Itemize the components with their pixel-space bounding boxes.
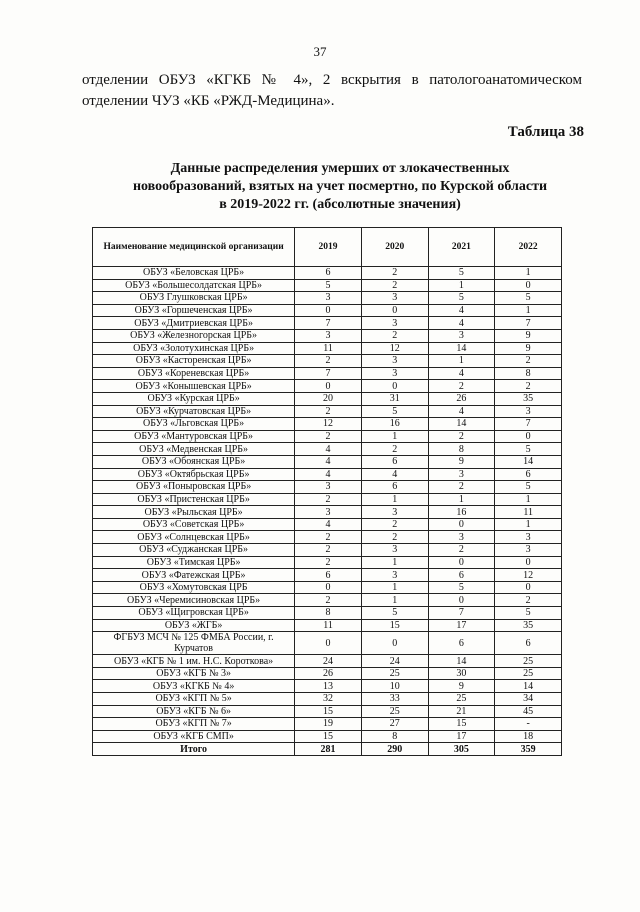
value-2022: 14 bbox=[495, 455, 562, 468]
value-2021: 14 bbox=[428, 418, 495, 431]
value-2019: 11 bbox=[295, 342, 362, 355]
organization-name: ОБУЗ «Хомутовская ЦРБ bbox=[93, 581, 295, 594]
value-2021: 4 bbox=[428, 367, 495, 380]
value-2021: 17 bbox=[428, 730, 495, 743]
value-2019: 3 bbox=[295, 506, 362, 519]
table-row bbox=[93, 317, 562, 330]
value-2021: 26 bbox=[428, 392, 495, 405]
value-2020: 5 bbox=[361, 607, 428, 620]
value-2021: 2 bbox=[428, 481, 495, 494]
title-line: в 2019-2022 гг. (абсолютные значения) bbox=[219, 197, 461, 212]
organization-name: ОБУЗ «Поныровская ЦРБ» bbox=[93, 481, 295, 494]
organization-name: ОБУЗ «Пристенская ЦРБ» bbox=[93, 493, 295, 506]
value-2020: 3 bbox=[361, 367, 428, 380]
organization-name: Итого bbox=[93, 743, 295, 756]
value-2022: 0 bbox=[495, 430, 562, 443]
value-2021: 9 bbox=[428, 680, 495, 693]
value-2020: 25 bbox=[361, 705, 428, 718]
value-2021: 1 bbox=[428, 279, 495, 292]
value-2021: 1 bbox=[428, 493, 495, 506]
value-2021: 16 bbox=[428, 506, 495, 519]
organization-name: ОБУЗ «Мантуровская ЦРБ» bbox=[93, 430, 295, 443]
value-2020: 3 bbox=[361, 292, 428, 305]
organization-name: ОБУЗ «Беловская ЦРБ» bbox=[93, 267, 295, 280]
value-2021: 17 bbox=[428, 619, 495, 632]
value-2020: 2 bbox=[361, 443, 428, 456]
value-2021: 3 bbox=[428, 531, 495, 544]
value-2019: 281 bbox=[295, 743, 362, 756]
value-2022: 5 bbox=[495, 443, 562, 456]
organization-name: ОБУЗ «КГБ № 1 им. Н.С. Короткова» bbox=[93, 655, 295, 668]
organization-name: ОБУЗ «Большесолдатская ЦРБ» bbox=[93, 279, 295, 292]
value-2020: 33 bbox=[361, 693, 428, 706]
value-2020: 3 bbox=[361, 544, 428, 557]
value-2022: 3 bbox=[495, 544, 562, 557]
value-2021: 9 bbox=[428, 455, 495, 468]
table-row bbox=[93, 655, 562, 668]
table-row bbox=[93, 292, 562, 305]
organization-name: ОБУЗ «КГП № 5» bbox=[93, 693, 295, 706]
organization-name: ОБУЗ «Рыльская ЦРБ» bbox=[93, 506, 295, 519]
value-2020: 5 bbox=[361, 405, 428, 418]
value-2019: 2 bbox=[295, 355, 362, 368]
value-2019: 4 bbox=[295, 518, 362, 531]
value-2022: 3 bbox=[495, 405, 562, 418]
value-2019: 4 bbox=[295, 455, 362, 468]
value-2021: 7 bbox=[428, 607, 495, 620]
header-2022: 2022 bbox=[495, 228, 562, 267]
value-2021: 21 bbox=[428, 705, 495, 718]
organization-name: ОБУЗ «Курская ЦРБ» bbox=[93, 392, 295, 405]
organization-name: ОБУЗ «Медвенская ЦРБ» bbox=[93, 443, 295, 456]
value-2022: 1 bbox=[495, 267, 562, 280]
header-organization: Наименование медицинской организации bbox=[93, 228, 295, 267]
value-2022: 12 bbox=[495, 569, 562, 582]
organization-name: ОБУЗ «Конышевская ЦРБ» bbox=[93, 380, 295, 393]
table-row bbox=[93, 455, 562, 468]
table-row bbox=[93, 506, 562, 519]
value-2022: 5 bbox=[495, 292, 562, 305]
page-number: 37 bbox=[313, 44, 327, 59]
table-row bbox=[93, 329, 562, 342]
value-2020: 3 bbox=[361, 355, 428, 368]
organization-name: ОБУЗ «Касторенская ЦРБ» bbox=[93, 355, 295, 368]
organization-name: ОБУЗ «КГБ № 3» bbox=[93, 667, 295, 680]
value-2019: 2 bbox=[295, 531, 362, 544]
organization-name: ОБУЗ «Черемисиновская ЦРБ» bbox=[93, 594, 295, 607]
title-line: новообразований, взятых на учет посмертно, по Курской области bbox=[132, 179, 548, 194]
value-2022: 35 bbox=[495, 619, 562, 632]
value-2022: 359 bbox=[495, 743, 562, 756]
table-row bbox=[93, 581, 562, 594]
value-2020: 15 bbox=[361, 619, 428, 632]
value-2020: 12 bbox=[361, 342, 428, 355]
value-2020: 6 bbox=[361, 455, 428, 468]
value-2022: 3 bbox=[495, 531, 562, 544]
table-total-row bbox=[93, 743, 562, 756]
value-2022: 1 bbox=[495, 304, 562, 317]
value-2022: 2 bbox=[495, 594, 562, 607]
value-2020: 25 bbox=[361, 667, 428, 680]
value-2019: 15 bbox=[295, 705, 362, 718]
table-row bbox=[93, 304, 562, 317]
value-2021: 30 bbox=[428, 667, 495, 680]
value-2019: 0 bbox=[295, 304, 362, 317]
organization-name: ОБУЗ «КГБ СМП» bbox=[93, 730, 295, 743]
value-2022: 14 bbox=[495, 680, 562, 693]
value-2021: 3 bbox=[428, 468, 495, 481]
value-2021: 2 bbox=[428, 380, 495, 393]
value-2022: 5 bbox=[495, 607, 562, 620]
table-row bbox=[93, 443, 562, 456]
intro-paragraph: отделении ОБУЗ «КГКБ № 4», 2 вскрытия в патологоанатомическом отделении ЧУЗ «КБ «РЖД-Медицина». bbox=[82, 72, 582, 109]
value-2021: 5 bbox=[428, 267, 495, 280]
table-row bbox=[93, 279, 562, 292]
table-row bbox=[93, 267, 562, 280]
value-2019: 32 bbox=[295, 693, 362, 706]
organization-name: ОБУЗ «Солнцевская ЦРБ» bbox=[93, 531, 295, 544]
value-2019: 15 bbox=[295, 730, 362, 743]
table-row bbox=[93, 544, 562, 557]
value-2019: 0 bbox=[295, 380, 362, 393]
table-row bbox=[93, 392, 562, 405]
value-2022: 5 bbox=[495, 481, 562, 494]
table-row bbox=[93, 556, 562, 569]
value-2020: 3 bbox=[361, 569, 428, 582]
value-2020: 2 bbox=[361, 531, 428, 544]
value-2019: 0 bbox=[295, 581, 362, 594]
table-row bbox=[93, 342, 562, 355]
table-row bbox=[93, 607, 562, 620]
table-row bbox=[93, 430, 562, 443]
header-2020: 2020 bbox=[361, 228, 428, 267]
value-2020: 31 bbox=[361, 392, 428, 405]
value-2021: 14 bbox=[428, 342, 495, 355]
header-2021: 2021 bbox=[428, 228, 495, 267]
value-2021: 5 bbox=[428, 581, 495, 594]
organization-name: ОБУЗ «Золотухинская ЦРБ» bbox=[93, 342, 295, 355]
table-row bbox=[93, 355, 562, 368]
value-2022: 8 bbox=[495, 367, 562, 380]
value-2022: 9 bbox=[495, 329, 562, 342]
value-2022: 25 bbox=[495, 655, 562, 668]
value-2020: 0 bbox=[361, 632, 428, 655]
value-2019: 3 bbox=[295, 329, 362, 342]
value-2021: 2 bbox=[428, 430, 495, 443]
value-2020: 24 bbox=[361, 655, 428, 668]
value-2020: 0 bbox=[361, 380, 428, 393]
value-2021: 0 bbox=[428, 556, 495, 569]
title-line: Данные распределения умерших от злокачественных bbox=[170, 161, 510, 176]
value-2021: 6 bbox=[428, 632, 495, 655]
value-2021: 14 bbox=[428, 655, 495, 668]
value-2020: 1 bbox=[361, 556, 428, 569]
value-2022: 7 bbox=[495, 317, 562, 330]
value-2019: 5 bbox=[295, 279, 362, 292]
table-row bbox=[93, 405, 562, 418]
value-2019: 7 bbox=[295, 367, 362, 380]
table-row bbox=[93, 468, 562, 481]
table-row bbox=[93, 680, 562, 693]
value-2019: 6 bbox=[295, 569, 362, 582]
header-2019: 2019 bbox=[295, 228, 362, 267]
value-2020: 16 bbox=[361, 418, 428, 431]
table-row bbox=[93, 730, 562, 743]
value-2022: 7 bbox=[495, 418, 562, 431]
organization-name: ОБУЗ «Обоянская ЦРБ» bbox=[93, 455, 295, 468]
organization-name: ОБУЗ «Тимская ЦРБ» bbox=[93, 556, 295, 569]
value-2022: 2 bbox=[495, 380, 562, 393]
value-2019: 7 bbox=[295, 317, 362, 330]
value-2022: - bbox=[495, 718, 562, 731]
table-row bbox=[93, 518, 562, 531]
value-2020: 1 bbox=[361, 594, 428, 607]
value-2019: 2 bbox=[295, 544, 362, 557]
table-row bbox=[93, 367, 562, 380]
value-2022: 11 bbox=[495, 506, 562, 519]
value-2020: 1 bbox=[361, 430, 428, 443]
value-2022: 6 bbox=[495, 468, 562, 481]
value-2021: 1 bbox=[428, 355, 495, 368]
value-2021: 15 bbox=[428, 718, 495, 731]
value-2019: 24 bbox=[295, 655, 362, 668]
table-row bbox=[93, 718, 562, 731]
table-row bbox=[93, 418, 562, 431]
organization-name: ОБУЗ «Советская ЦРБ» bbox=[93, 518, 295, 531]
organization-name: ОБУЗ «КГП № 7» bbox=[93, 718, 295, 731]
value-2022: 18 bbox=[495, 730, 562, 743]
value-2019: 3 bbox=[295, 481, 362, 494]
table-row bbox=[93, 693, 562, 706]
value-2021: 0 bbox=[428, 594, 495, 607]
value-2022: 1 bbox=[495, 493, 562, 506]
value-2020: 6 bbox=[361, 481, 428, 494]
value-2019: 2 bbox=[295, 405, 362, 418]
organization-name: ОБУЗ «Кореневская ЦРБ» bbox=[93, 367, 295, 380]
organization-name: ОБУЗ «КГБ № 6» bbox=[93, 705, 295, 718]
table-row bbox=[93, 667, 562, 680]
value-2020: 2 bbox=[361, 279, 428, 292]
value-2020: 290 bbox=[361, 743, 428, 756]
value-2019: 20 bbox=[295, 392, 362, 405]
organization-name: ОБУЗ «ЖГБ» bbox=[93, 619, 295, 632]
organization-name: ОБУЗ «Горшеченская ЦРБ» bbox=[93, 304, 295, 317]
value-2021: 25 bbox=[428, 693, 495, 706]
value-2022: 0 bbox=[495, 556, 562, 569]
value-2020: 27 bbox=[361, 718, 428, 731]
value-2019: 2 bbox=[295, 594, 362, 607]
value-2022: 34 bbox=[495, 693, 562, 706]
table-caption: Таблица 38 bbox=[507, 124, 584, 140]
value-2022: 0 bbox=[495, 279, 562, 292]
value-2019: 4 bbox=[295, 443, 362, 456]
value-2022: 25 bbox=[495, 667, 562, 680]
value-2021: 0 bbox=[428, 518, 495, 531]
value-2021: 4 bbox=[428, 304, 495, 317]
organization-name: ОБУЗ «КГКБ № 4» bbox=[93, 680, 295, 693]
value-2022: 1 bbox=[495, 518, 562, 531]
value-2019: 6 bbox=[295, 267, 362, 280]
value-2019: 4 bbox=[295, 468, 362, 481]
organization-name: ОБУЗ «Льговская ЦРБ» bbox=[93, 418, 295, 431]
table-title bbox=[100, 160, 580, 214]
table-row bbox=[93, 481, 562, 494]
value-2020: 3 bbox=[361, 317, 428, 330]
value-2021: 4 bbox=[428, 405, 495, 418]
value-2020: 1 bbox=[361, 493, 428, 506]
organization-name: ОБУЗ «Суджанская ЦРБ» bbox=[93, 544, 295, 557]
value-2019: 2 bbox=[295, 430, 362, 443]
table-row bbox=[93, 619, 562, 632]
value-2020: 0 bbox=[361, 304, 428, 317]
organization-name: ОБУЗ Глушковская ЦРБ» bbox=[93, 292, 295, 305]
value-2020: 8 bbox=[361, 730, 428, 743]
value-2020: 2 bbox=[361, 329, 428, 342]
table-row bbox=[93, 493, 562, 506]
value-2021: 4 bbox=[428, 317, 495, 330]
value-2019: 8 bbox=[295, 607, 362, 620]
table-header-row bbox=[93, 228, 562, 267]
value-2021: 6 bbox=[428, 569, 495, 582]
value-2021: 8 bbox=[428, 443, 495, 456]
organization-name: ОБУЗ «Щигровская ЦРБ» bbox=[93, 607, 295, 620]
value-2020: 2 bbox=[361, 267, 428, 280]
organization-name: ОБУЗ «Курчатовская ЦРБ» bbox=[93, 405, 295, 418]
value-2022: 45 bbox=[495, 705, 562, 718]
value-2020: 2 bbox=[361, 518, 428, 531]
value-2019: 2 bbox=[295, 493, 362, 506]
table-row bbox=[93, 594, 562, 607]
table-row bbox=[93, 632, 562, 655]
table-body bbox=[93, 267, 562, 756]
organization-name: ФГБУЗ МСЧ № 125 ФМБА России, г. Курчатов bbox=[93, 632, 295, 655]
value-2022: 9 bbox=[495, 342, 562, 355]
value-2022: 6 bbox=[495, 632, 562, 655]
table-row bbox=[93, 380, 562, 393]
table-row bbox=[93, 531, 562, 544]
table-row bbox=[93, 569, 562, 582]
value-2020: 3 bbox=[361, 506, 428, 519]
value-2019: 0 bbox=[295, 632, 362, 655]
value-2019: 2 bbox=[295, 556, 362, 569]
organization-name: ОБУЗ «Дмитриевская ЦРБ» bbox=[93, 317, 295, 330]
value-2021: 3 bbox=[428, 329, 495, 342]
value-2019: 11 bbox=[295, 619, 362, 632]
value-2020: 1 bbox=[361, 581, 428, 594]
organization-name: ОБУЗ «Фатежская ЦРБ» bbox=[93, 569, 295, 582]
value-2019: 19 bbox=[295, 718, 362, 731]
value-2022: 2 bbox=[495, 355, 562, 368]
value-2022: 35 bbox=[495, 392, 562, 405]
value-2021: 5 bbox=[428, 292, 495, 305]
value-2021: 2 bbox=[428, 544, 495, 557]
value-2019: 12 bbox=[295, 418, 362, 431]
organization-name: ОБУЗ «Октябрьская ЦРБ» bbox=[93, 468, 295, 481]
organization-name: ОБУЗ «Железногорская ЦРБ» bbox=[93, 329, 295, 342]
value-2019: 13 bbox=[295, 680, 362, 693]
mortality-table bbox=[92, 227, 562, 756]
value-2020: 10 bbox=[361, 680, 428, 693]
value-2019: 26 bbox=[295, 667, 362, 680]
value-2019: 3 bbox=[295, 292, 362, 305]
value-2022: 0 bbox=[495, 581, 562, 594]
value-2021: 305 bbox=[428, 743, 495, 756]
value-2020: 4 bbox=[361, 468, 428, 481]
table-row bbox=[93, 705, 562, 718]
